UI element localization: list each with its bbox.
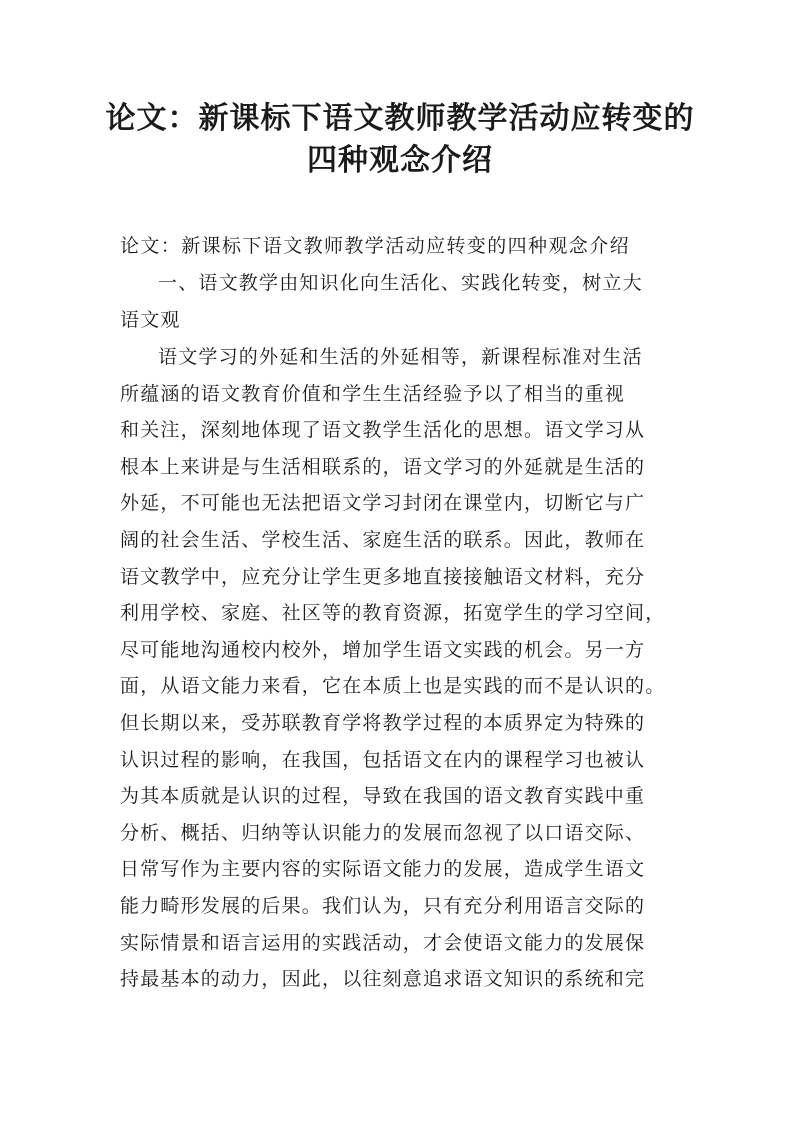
- paragraph-line: 认识过程的影响，在我国，包括语文在内的课程学习也被认: [120, 748, 646, 771]
- paragraph-line: 日常写作为主要内容的实际语文能力的发展，造成学生语文: [120, 858, 646, 881]
- document-subtitle: 论文：新课标下语文教师教学活动应转变的四种观念介绍: [120, 235, 631, 257]
- document-title-line-2: 四种观念介绍: [307, 143, 493, 178]
- paragraph-line: 根本上来讲是与生活相联系的，语文学习的外延就是生活的: [120, 455, 646, 478]
- paragraph-line: 实际情景和语言运用的实践活动，才会使语文能力的发展保: [120, 931, 646, 954]
- paragraph-line: 所蕴涵的语文教育价值和学生生活经验予以了相当的重视: [120, 382, 626, 405]
- paragraph-line: 面，从语文能力来看，它在本质上也是实践的而不是认识的。: [120, 675, 666, 698]
- paragraph-line: 阔的社会生活、学校生活、家庭生活的联系。因此，教师在: [120, 528, 646, 551]
- paragraph-line: 能力畸形发展的后果。我们认为，只有充分利用语言交际的: [120, 894, 646, 917]
- paragraph-line: 外延，不可能也无法把语文学习封闭在课堂内，切断它与广: [120, 492, 646, 515]
- paragraph-line: 分析、概括、归纳等认识能力的发展而忽视了以口语交际、: [120, 821, 646, 844]
- section-heading-line-2: 语文观: [120, 309, 181, 331]
- paragraph-line: 尽可能地沟通校内校外，增加学生语文实践的机会。另一方: [120, 638, 646, 661]
- body-paragraph: [120, 339, 695, 998]
- document-title-line-1: 论文：新课标下语文教师教学活动应转变的: [105, 101, 695, 136]
- paragraph-line: 利用学校、家庭、社区等的教育资源，拓宽学生的学习空间，: [120, 602, 666, 625]
- paragraph-line: 但长期以来，受苏联教育学将教学过程的本质界定为特殊的: [120, 711, 646, 734]
- paragraph-line: 为其本质就是认识的过程，导致在我国的语文教育实践中重: [120, 785, 646, 808]
- paragraph-line: 语文学习的外延和生活的外延相等，新课程标准对生活: [158, 346, 643, 368]
- paragraph-line: 持最基本的动力，因此，以往刻意追求语文知识的系统和完: [120, 968, 646, 991]
- section-heading-line-1: 一、语文教学由知识化向生活化、实践化转变，树立大: [158, 272, 643, 294]
- paragraph-line: 语文教学中，应充分让学生更多地直接接触语文材料，充分: [120, 565, 646, 588]
- paragraph-line: 和关注，深刻地体现了语文教学生活化的思想。语文学习从: [120, 419, 646, 442]
